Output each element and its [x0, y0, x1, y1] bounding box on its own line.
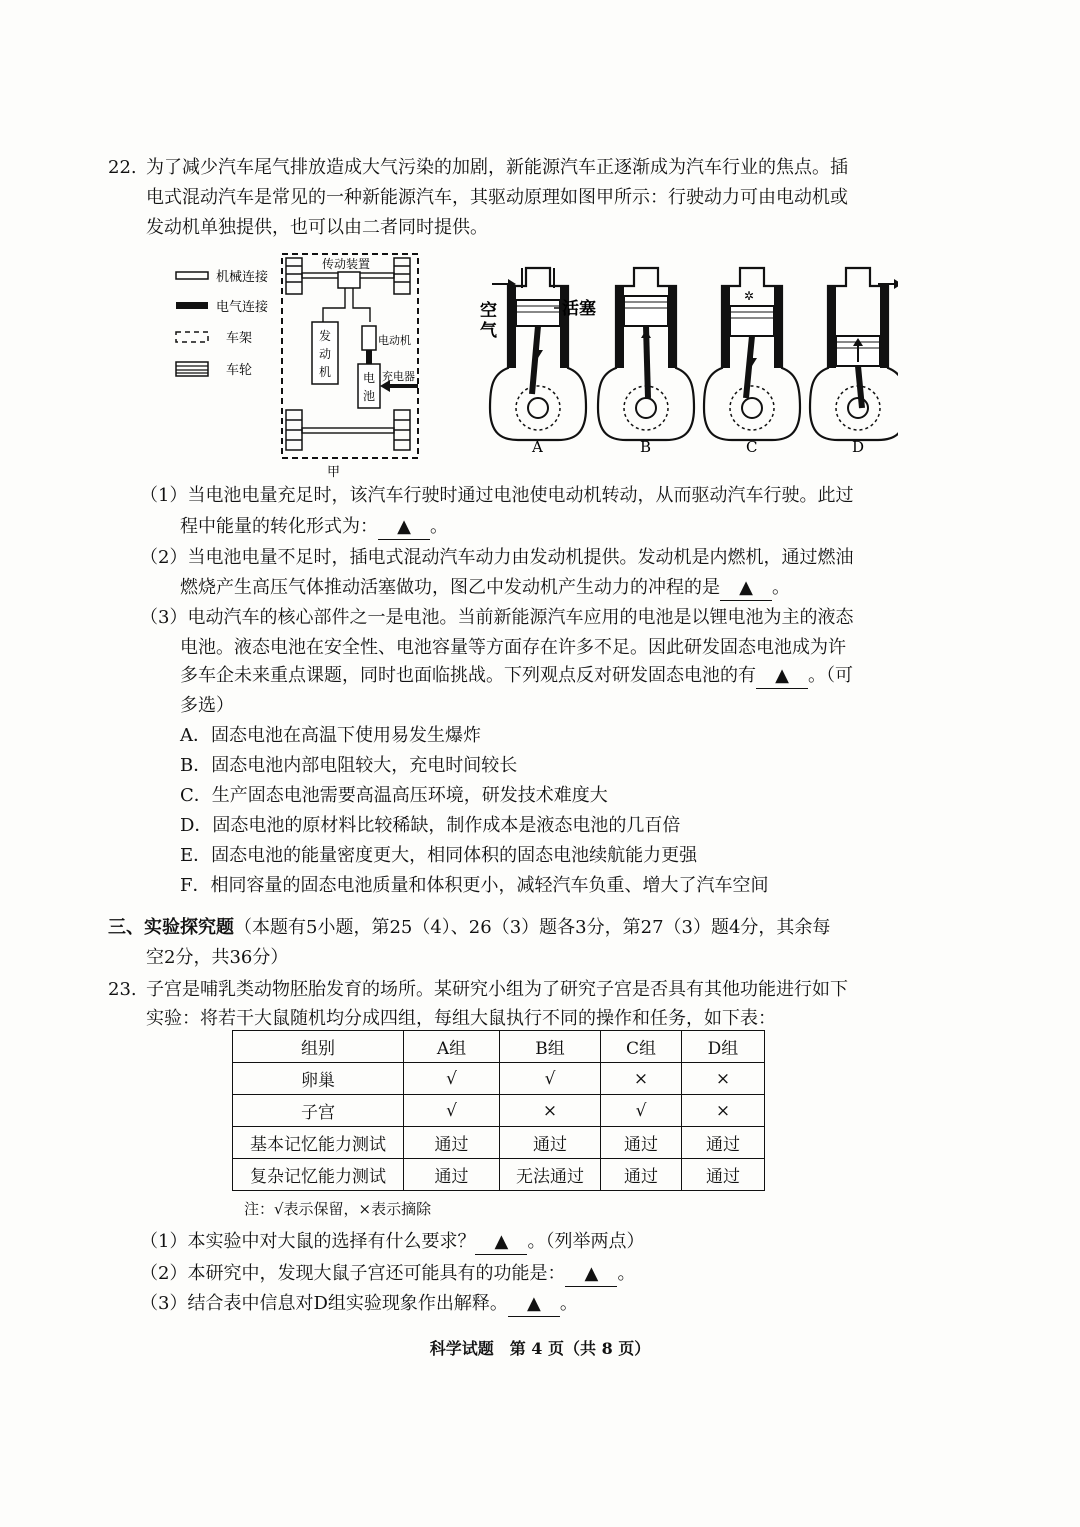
table-cell: 复杂记忆能力测试: [233, 1159, 404, 1191]
q23-p2: （2）本研究中，发现大鼠子宫还可能具有的功能是： ▲ 。: [140, 1262, 635, 1287]
table-row: [233, 1095, 765, 1127]
q22-option-f: F．相同容量的固态电池质量和体积更小，减轻汽车负重、增大了汽车空间: [180, 875, 769, 896]
table-cell: 通过: [682, 1159, 765, 1191]
section-3-heading: 三、实验探究题（本题有5小题，第25（4）、26（3）题各3分，第27（3）题4分，其余每: [108, 917, 831, 938]
table-cell: 无法通过: [500, 1159, 601, 1191]
legend-mechanical: 机械连接: [216, 270, 269, 285]
q22-p2-line-2: 燃烧产生高压气体推动活塞做功，图乙中发动机产生动力的冲程的是 ▲ 。: [180, 576, 790, 601]
transmission-box: [338, 272, 360, 288]
diagram-jia-caption: 甲: [327, 465, 341, 480]
q23-number: 23.: [108, 979, 137, 1000]
answer-blank[interactable]: ▲: [565, 1262, 617, 1287]
svg-text:✲: ✲: [744, 289, 755, 303]
q22-p3-line-1: （3）电动汽车的核心部件之一是电池。当前新能源汽车应用的电池是以锂电池为主的液态: [140, 607, 854, 628]
q22-p2-line-1: （2）当电池电量不足时，插电式混动汽车动力由发动机提供。发动机是内燃机，通过燃油: [140, 547, 854, 568]
air-label-2: 气: [480, 321, 497, 341]
engine-stroke-diagrams: [478, 258, 898, 458]
q22-p1-line-2: 程中能量的转化形式为： ▲ 。: [180, 515, 448, 540]
q23-p3: （3）结合表中信息对D组实验现象作出解释。 ▲ 。: [140, 1292, 578, 1317]
table-row: [233, 1159, 765, 1191]
q22-option-a: A．固态电池在高温下使用易发生爆炸: [180, 725, 481, 746]
table-cell: 基本记忆能力测试: [233, 1127, 404, 1159]
q22-p3-line-4: 多选）: [180, 695, 234, 716]
engine-D-label: D: [852, 438, 865, 456]
table-row: [233, 1063, 765, 1095]
answer-blank[interactable]: ▲: [508, 1292, 560, 1317]
table-header: D组: [682, 1031, 765, 1063]
engine-D: [810, 268, 898, 456]
table-cell: 通过: [404, 1159, 500, 1191]
q22-option-c: C．生产固态电池需要高温高压环境，研发技术难度大: [180, 785, 608, 806]
q22-intro-line-1: 为了减少汽车尾气排放造成大气污染的加剧，新能源汽车正逐渐成为汽车行业的焦点。插: [146, 157, 848, 178]
q22-p3-line-2: 电池。液态电池在安全性、电池容量等方面存在许多不足。因此研发固态电池成为许: [180, 637, 846, 658]
table-cell: ×: [682, 1063, 765, 1095]
table-cell: √: [500, 1063, 601, 1095]
table-header: C组: [601, 1031, 682, 1063]
motor-box: [362, 326, 376, 350]
table-cell: √: [601, 1095, 682, 1127]
engine-B-label: B: [640, 438, 652, 456]
legend-electrical: 电气连接: [216, 300, 269, 315]
table-note: 注：√表示保留，×表示摘除: [244, 1200, 432, 1218]
battery-label: 电池: [363, 371, 376, 403]
legend-wheel-icon: [176, 362, 208, 376]
table-cell: 通过: [404, 1127, 500, 1159]
q23-intro-line-1: 子宫是哺乳类动物胚胎发育的场所。某研究小组为了研究子宫是否具有其他功能进行如下: [146, 979, 848, 1000]
q22-p1-line-1: （1）当电池电量充足时，该汽车行驶时通过电池使电动机转动，从而驱动汽车行驶。此过: [140, 485, 854, 506]
table-header: A组: [404, 1031, 500, 1063]
q22-number: 22.: [108, 157, 137, 178]
table-cell: ×: [682, 1095, 765, 1127]
table-cell: ×: [500, 1095, 601, 1127]
table-header: B组: [500, 1031, 601, 1063]
motor-label: 电动机: [378, 334, 411, 347]
engine-C-label: C: [746, 438, 758, 456]
legend-wheel: 车轮: [226, 363, 253, 378]
table-cell: 通过: [601, 1127, 682, 1159]
engine-B: [598, 268, 694, 456]
table-header-row: [233, 1031, 765, 1063]
page-footer: 科学试题 第 4 页（共 8 页）: [429, 1339, 651, 1358]
engine-C: [704, 268, 800, 456]
q23-p1: （1）本实验中对大鼠的选择有什么要求？ ▲ 。（列举两点）: [140, 1230, 644, 1255]
engine-label: 发动机: [319, 329, 332, 379]
table-cell: 通过: [682, 1127, 765, 1159]
charger-label: 充电器: [382, 370, 415, 383]
experiment-table: [232, 1030, 765, 1191]
answer-blank[interactable]: ▲: [378, 515, 430, 540]
section-3-desc: 空2分，共36分）: [146, 947, 289, 968]
q22-option-d: D．固态电池的原材料比较稀缺，制作成本是液态电池的几百倍: [180, 815, 681, 836]
table-cell: 子宫: [233, 1095, 404, 1127]
table-cell: √: [404, 1063, 500, 1095]
transmission-label: 传动装置: [322, 257, 371, 271]
answer-blank[interactable]: ▲: [720, 576, 772, 601]
q22-p3-line-3: 多车企未来重点课题，同时也面临挑战。下列观点反对研发固态电池的有 ▲ 。（可: [180, 664, 853, 689]
q23-intro-line-2: 实验：将若干大鼠随机均分成四组，每组大鼠执行不同的操作和任务，如下表：: [146, 1008, 776, 1029]
table-row: [233, 1127, 765, 1159]
table-header: 组别: [233, 1031, 404, 1063]
q22-intro-line-2: 电式混动汽车是常见的一种新能源汽车，其驱动原理如图甲所示：行驶动力可由电动机或: [146, 187, 848, 208]
table-cell: ×: [601, 1063, 682, 1095]
engine-A-label: A: [532, 438, 543, 456]
legend-frame: 车架: [226, 331, 253, 346]
table-cell: 通过: [601, 1159, 682, 1191]
table-cell: 卵巢: [233, 1063, 404, 1095]
diagram-jia: [170, 250, 430, 480]
answer-blank[interactable]: ▲: [756, 664, 808, 689]
legend: [176, 269, 268, 378]
air-label-1: 空: [480, 301, 497, 321]
q22-option-e: E．固态电池的能量密度更大，相同体积的固态电池续航能力更强: [180, 845, 698, 866]
piston-label: 活塞: [562, 299, 596, 319]
table-cell: √: [404, 1095, 500, 1127]
table-cell: 通过: [500, 1127, 601, 1159]
q22-intro-line-3: 发动机单独提供，也可以由二者同时提供。: [146, 217, 488, 238]
q22-option-b: B．固态电池内部电阻较大，充电时间较长: [180, 755, 518, 776]
answer-blank[interactable]: ▲: [475, 1230, 527, 1255]
engine-A: [480, 268, 596, 456]
